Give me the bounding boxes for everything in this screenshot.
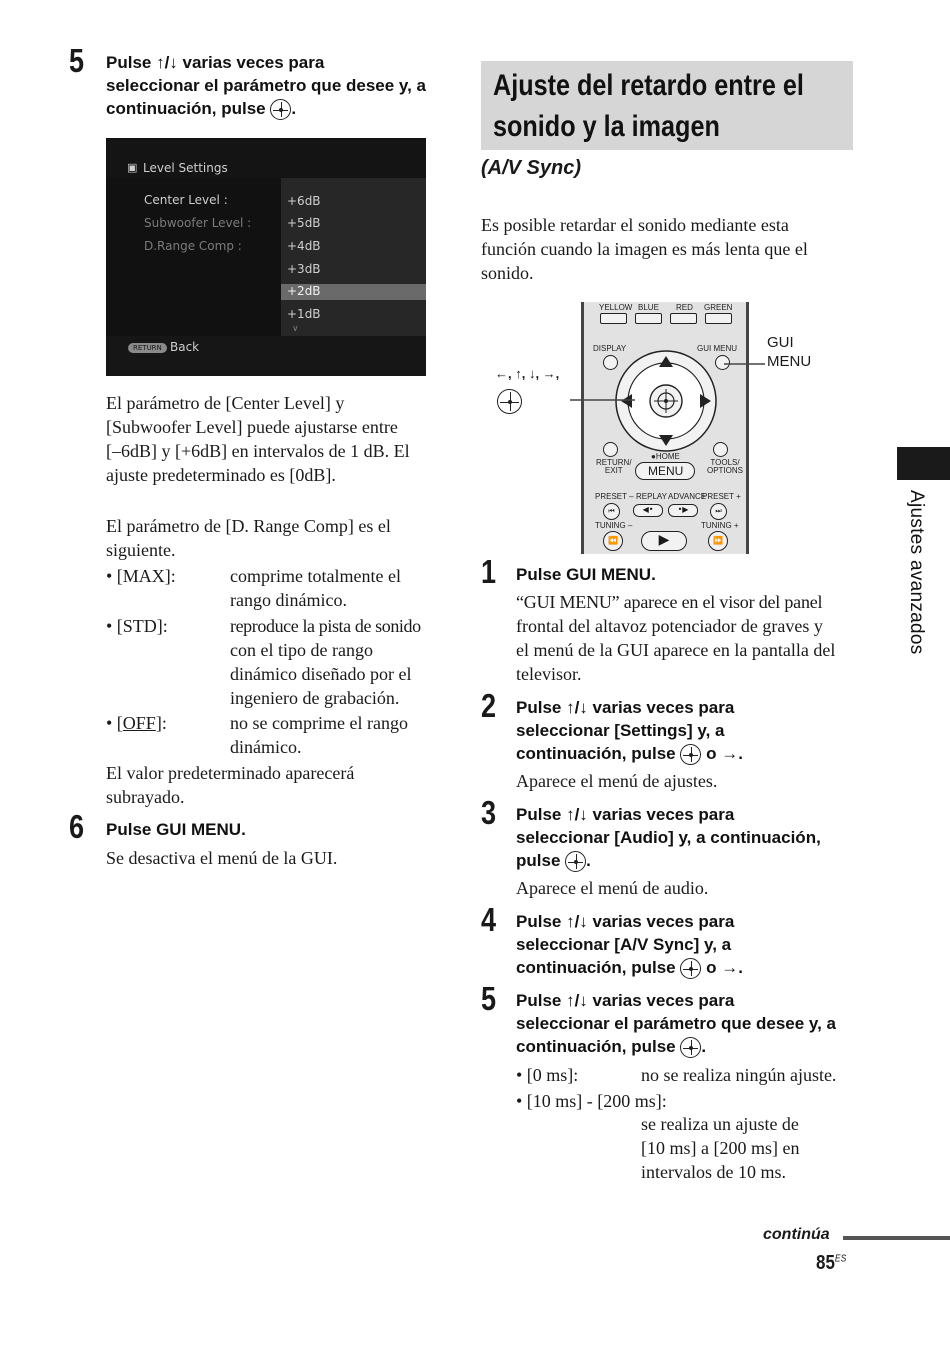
- label-line: OPTIONS: [707, 466, 744, 475]
- heading-text: continuación, pulse: [516, 958, 676, 977]
- step-number: 3: [481, 794, 497, 831]
- callout-line: GUI: [767, 334, 794, 351]
- text-line: siguiente.: [106, 540, 176, 560]
- def-term: • [STD]:: [106, 616, 168, 636]
- heading-text: .: [701, 1037, 707, 1056]
- def-desc: no se realiza ningún ajuste.: [641, 1065, 837, 1085]
- scroll-down-icon: ∨: [292, 324, 299, 334]
- heading-text: .: [291, 99, 297, 118]
- heading-line: [516, 742, 861, 765]
- heading-line: Pulse ↑/↓ varias veces para: [106, 53, 325, 72]
- heading-text: pulse: [516, 851, 561, 870]
- step-body: [516, 590, 861, 686]
- text-line: dinámico diseñado por el: [230, 664, 412, 684]
- text-line: reproduce la pista de sonido: [230, 616, 421, 636]
- heading-text: continuación, pulse: [516, 744, 676, 763]
- advance-label: ADVANCE: [668, 492, 707, 501]
- heading-line: seleccionar el parámetro que desee y, a: [106, 76, 427, 95]
- tools-button: [713, 442, 728, 457]
- heading-text: continuación, pulse: [106, 99, 266, 118]
- heading-text: o →.: [701, 744, 743, 763]
- jog-button-icon: [497, 389, 522, 414]
- text-line: Es posible retardar el sonido mediante esta: [481, 215, 789, 235]
- heading-line: seleccionar [Audio] y, a continuación,: [516, 828, 821, 847]
- label-line: RETURN/: [596, 458, 632, 467]
- screen-footer: [106, 336, 426, 376]
- intro-paragraph: [481, 213, 861, 285]
- text-line: se realiza un ajuste de: [641, 1114, 799, 1134]
- text-line: [10 ms] a [200 ms] en: [641, 1138, 800, 1158]
- tuning-minus-label: TUNING –: [595, 521, 633, 530]
- yellow-label: YELLOW: [599, 303, 633, 312]
- side-tab-label: Ajustes avanzados: [906, 490, 927, 655]
- step-heading: [106, 51, 451, 120]
- text-line: El parámetro de [D. Range Comp] es el: [106, 516, 391, 536]
- gui-menu-label: GUI MENU: [697, 344, 737, 353]
- continues-rule: [843, 1236, 950, 1240]
- text-span: • [: [106, 713, 123, 733]
- page-number: [816, 1252, 846, 1275]
- jog-button-icon: [680, 1037, 701, 1058]
- gui-menu-callout: [767, 333, 811, 371]
- text-span: ]:: [155, 713, 167, 733]
- text-line: con el tipo de rango: [230, 640, 373, 660]
- blue-label: BLUE: [638, 303, 659, 312]
- title-line: Ajuste del retardo entre el: [493, 69, 804, 102]
- param-subwoofer-level: Subwoofer Level :: [144, 216, 252, 230]
- def-desc: [230, 564, 450, 612]
- heading-line: Pulse ↑/↓ varias veces para: [516, 912, 735, 931]
- preset-plus-label: PRESET +: [702, 492, 741, 501]
- jog-button-icon: [680, 744, 701, 765]
- blue-button: [635, 313, 662, 324]
- heading-line: Pulse ↑/↓ varias veces para: [516, 991, 735, 1010]
- text-line: función cuando la imagen es más lenta que el: [481, 239, 808, 259]
- step-number: 5: [69, 42, 85, 79]
- param-center-level: Center Level :: [144, 193, 228, 207]
- callout-lines: [560, 340, 770, 420]
- green-label: GREEN: [704, 303, 733, 312]
- step-body: Aparece el menú de ajustes.: [516, 771, 718, 791]
- step-heading: Pulse GUI MENU.: [516, 565, 656, 584]
- red-label: RED: [676, 303, 693, 312]
- heading-line: seleccionar [Settings] y, a: [516, 721, 725, 740]
- replay-label: REPLAY: [636, 492, 667, 501]
- def-desc: [230, 614, 445, 710]
- return-exit-label: [596, 459, 632, 475]
- advance-icon: •▶: [668, 504, 698, 517]
- value-item: +4dB: [287, 239, 321, 253]
- step-heading: [516, 989, 861, 1058]
- text-line: dinámico.: [230, 737, 302, 757]
- heading-text: .: [586, 851, 591, 870]
- text-line: subrayado.: [106, 787, 185, 807]
- arrows-callout: ←, ↑, ↓, →,: [495, 366, 560, 381]
- heading-line: seleccionar el parámetro que desee y, a: [516, 1014, 837, 1033]
- replay-icon: ◀•: [633, 504, 663, 517]
- step-number: 4: [481, 901, 497, 938]
- jog-button-icon: [270, 99, 291, 120]
- value-item: +5dB: [287, 216, 321, 230]
- step-number: 2: [481, 687, 497, 724]
- red-button: [670, 313, 697, 324]
- step-body: Aparece el menú de audio.: [516, 878, 709, 898]
- text-line: frontal del altavoz potenciador de graves y: [516, 616, 823, 636]
- text-line: televisor.: [516, 664, 582, 684]
- side-tab-marker: [897, 447, 950, 480]
- value-item: +1dB: [287, 307, 321, 321]
- section-title-box: [481, 61, 853, 150]
- step-heading: [516, 803, 861, 872]
- text-line: [–6dB] y [+6dB] en intervalos de 1 dB. El: [106, 441, 410, 461]
- heading-text: o →.: [701, 958, 743, 977]
- text-line: sonido.: [481, 263, 534, 283]
- home-text: HOME: [655, 452, 680, 461]
- step-heading: [516, 696, 861, 765]
- fast-forward-icon: ⏩: [708, 531, 728, 551]
- green-button: [705, 313, 732, 324]
- label-line: TOOLS/: [710, 458, 740, 467]
- step-number: 5: [481, 980, 497, 1017]
- play-icon: ▶: [641, 531, 687, 551]
- text-line: intervalos de 10 ms.: [641, 1162, 786, 1182]
- return-button: [603, 442, 618, 457]
- heading-line: seleccionar [A/V Sync] y, a: [516, 935, 732, 954]
- def-term: • [10 ms] - [200 ms]:: [516, 1091, 667, 1111]
- text-line: El parámetro de [Center Level] y: [106, 393, 345, 413]
- continues-label: continúa: [763, 1226, 830, 1243]
- text-line: rango dinámico.: [230, 590, 347, 610]
- page-number-text: 85: [816, 1252, 835, 1274]
- heading-line: [516, 1035, 861, 1058]
- value-item-selected: +2dB: [287, 284, 321, 298]
- arrows-callout-jog: [497, 389, 522, 414]
- jog-button-icon: [565, 851, 586, 872]
- prev-icon: ⏮: [603, 503, 620, 520]
- preset-minus-label: PRESET –: [595, 492, 634, 501]
- text-line: [Subwoofer Level] puede ajustarse entre: [106, 417, 398, 437]
- jog-button-icon: [680, 958, 701, 979]
- heading-text: continuación, pulse: [516, 1037, 676, 1056]
- def-term: • [MAX]:: [106, 566, 176, 586]
- tuning-plus-label: TUNING +: [701, 521, 739, 530]
- def-term: [106, 711, 167, 735]
- underlined-default: OFF: [122, 713, 156, 733]
- def-term: • [0 ms]:: [516, 1065, 579, 1085]
- step-body: Se desactiva el menú de la GUI.: [106, 848, 338, 868]
- menu-label: MENU: [648, 464, 684, 478]
- title-line: sonido y la imagen: [493, 110, 720, 143]
- display-label: DISPLAY: [593, 344, 627, 353]
- text-line: ingeniero de grabación.: [230, 688, 400, 708]
- text-line: comprime totalmente el: [230, 566, 401, 586]
- def-desc: [230, 711, 450, 759]
- def-desc: [641, 1112, 861, 1184]
- return-badge: RETURN: [128, 343, 167, 353]
- page-locale: ES: [834, 1253, 847, 1265]
- value-item: +3dB: [287, 262, 321, 276]
- screen-title: Level Settings: [143, 161, 228, 175]
- step-heading: Pulse GUI MENU.: [106, 820, 246, 839]
- tools-options-label: [707, 459, 743, 475]
- text-line: ajuste predeterminado es [0dB].: [106, 465, 336, 485]
- text-line: El valor predeterminado aparecerá: [106, 763, 355, 783]
- text-line: no se comprime el rango: [230, 713, 408, 733]
- back-label: Back: [170, 340, 200, 354]
- home-label: ●HOME: [651, 452, 680, 461]
- section-subtitle: (A/V Sync): [481, 157, 582, 179]
- heading-line: [516, 956, 861, 979]
- heading-line: Pulse ↑/↓ varias veces para: [516, 805, 735, 824]
- heading-line: Pulse ↑/↓ varias veces para: [516, 698, 735, 717]
- level-range-paragraph: [106, 391, 451, 487]
- heading-line: [106, 97, 451, 120]
- default-note: [106, 761, 451, 809]
- section-title: [493, 65, 804, 147]
- param-drange-comp: D.Range Comp :: [144, 239, 242, 253]
- step-heading: [516, 910, 861, 979]
- text-line: “GUI MENU” aparece en el visor del panel: [516, 592, 823, 612]
- level-settings-screenshot: [106, 138, 426, 376]
- heading-line: [516, 849, 861, 872]
- callout-line: MENU: [767, 353, 812, 370]
- drange-paragraph: [106, 514, 451, 562]
- value-item: +6dB: [287, 194, 321, 208]
- step-number: 6: [69, 808, 85, 845]
- next-icon: ⏭: [710, 503, 727, 520]
- yellow-button: [600, 313, 627, 324]
- toolbox-icon: ▣: [127, 161, 138, 174]
- step-number: 1: [481, 553, 497, 590]
- label-line: EXIT: [604, 466, 623, 475]
- rewind-icon: ⏪: [603, 531, 623, 551]
- text-line: el menú de la GUI aparece en la pantalla del: [516, 640, 836, 660]
